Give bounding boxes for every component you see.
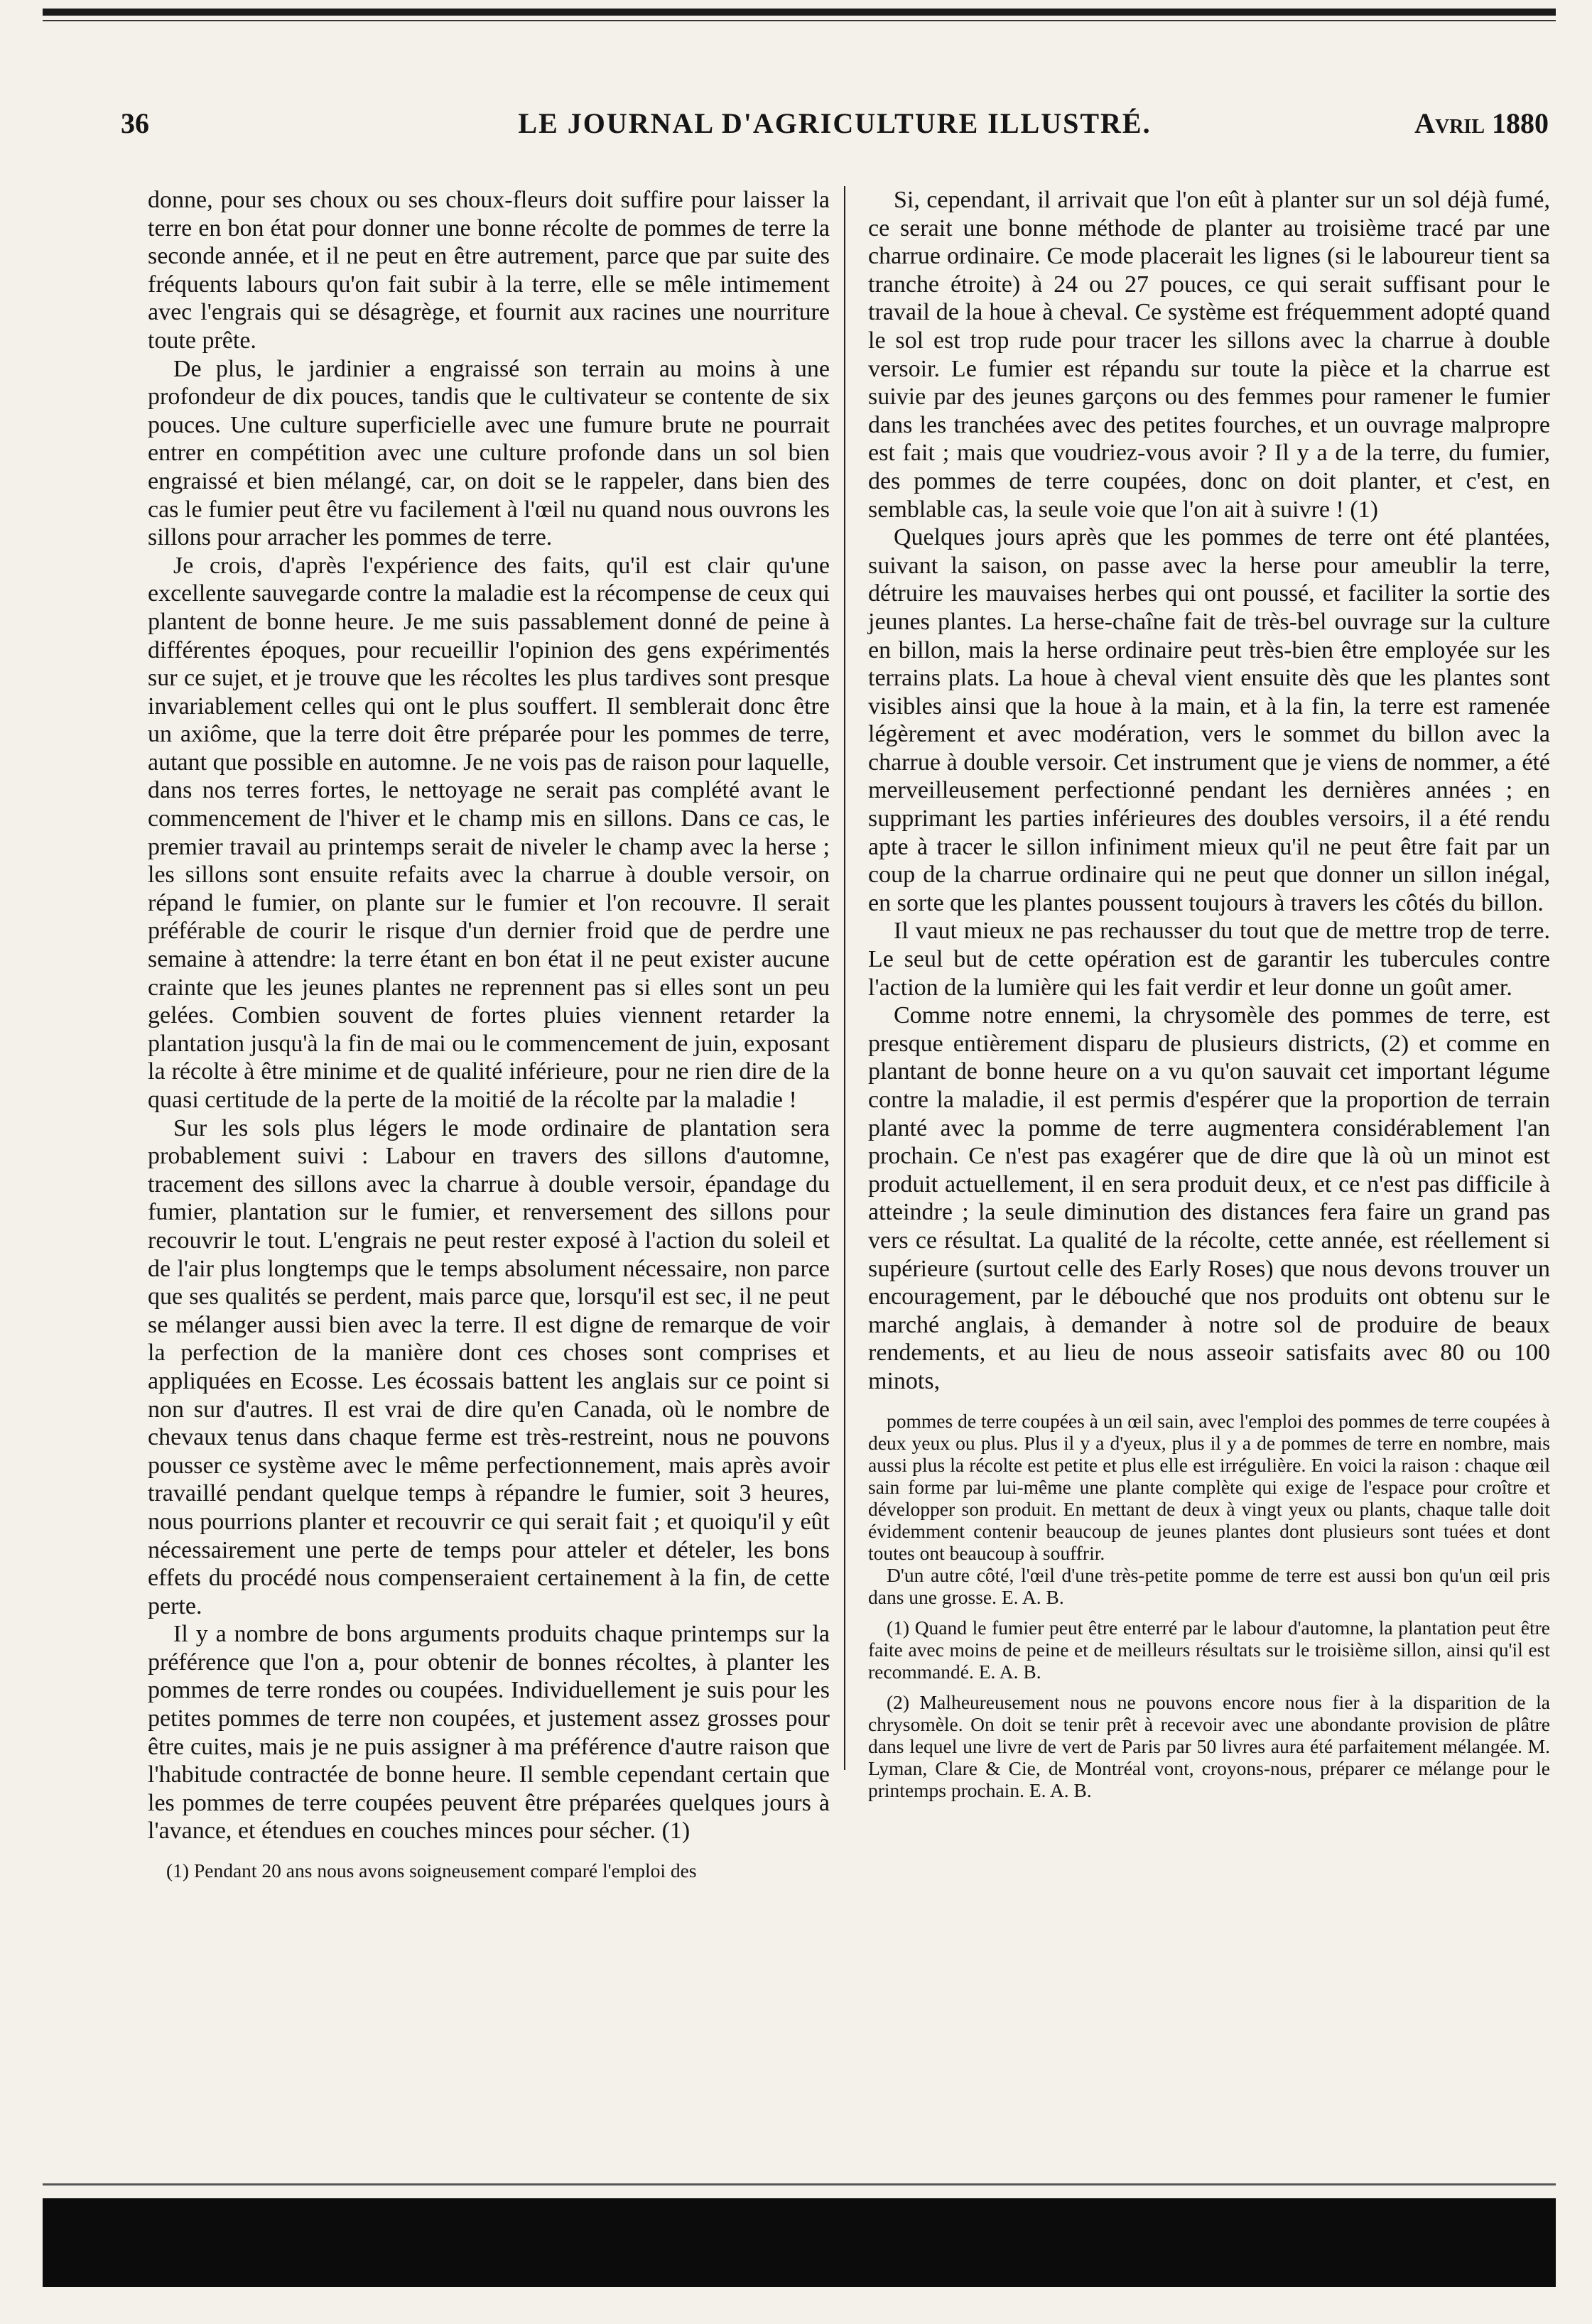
journal-title: LE JOURNAL D'AGRICULTURE ILLUSTRÉ. [518, 107, 1152, 139]
top-rule [43, 9, 1556, 16]
page-header [121, 107, 1549, 156]
paragraph: Sur les sols plus légers le mode ordinaire de plantation sera probablement suivi : Labour en travers des sillons d'automne, tracement des sillons avec la charrue à double versoir, épandage du fumier, plantation sur le fumier, et renversement des sillons pour recouvrir le tout. L'engrais ne peut rester exposé à l'action du soleil et de l'air plus longtemps que le temps absolument nécessaire, non parce que ses qualités se perdent, mais parce que, lorsqu'il est sec, il ne peut se mélanger aussi bien avec la terre. Il est digne de remarque de voir la perfection de la manière dont ces choses sont comprises et appliquées en Ecosse. Les écossais battent les anglais sur ce point si non sur d'autres. Il est vrai de dire qu'en Canada, où le nombre de chevaux tenus dans chaque ferme est très-restreint, nous ne pouvons pousser ce système avec le même perfectionnement, mais après avoir travaillé pendant quelque temps à répandre le fumier, soit 3 heures, nous pourrions planter et recouvrir ce qui serait fait ; et quoiqu'il y eût nécessairement une perte de temps pour atteler et dételer, les bons effets du procédé nous compenseraient certainement à la fin, de cette perte. [148, 1114, 830, 1619]
issue-date: Avril 1880 [1414, 107, 1549, 139]
page-bottom-band [43, 2198, 1556, 2287]
paragraph: donne, pour ses choux ou ses choux-fleurs doit suffire pour laisser la terre en bon état pour donner une bonne récolte de pommes de terre la seconde année, et il ne peut en être autrement, parce que par suite des fréquents labours qu'on fait subir à la terre, elle se mêle intimement avec l'engrais qui se désagrège, et fournit aux racines une nourriture toute prête. [148, 187, 830, 354]
paragraph: Quelques jours après que les pommes de terre ont été plantées, suivant la saison, on passe avec la herse pour ameublir la terre, détruire les mauvaises herbes qui ont poussé, et faciliter la sortie des jeunes plantes. La herse-chaîne fait de très-bel ouvrage sur la culture en billon, mais la herse ordinaire peut très-bien être employée sur les terrains plats. La houe à cheval vient ensuite dès que les plantes sont visibles ainsi que la houe à la main, et à la fin, la terre est ramenée légèrement et avec modération, vers le sommet du billon avec la charrue à double versoir. Cet instrument que je viens de nommer, a été merveilleusement perfectionné pendant les dernières années ; en supprimant les parties inférieures des doubles versoirs, il a été rendu apte à tracer le sillon infiniment mieux qu'il ne peut être fait par un coup de la charrue ordinaire qui ne peut que donner un sillon inégal, en sorte que les plantes poussent toujours à travers les côtés du billon. [868, 524, 1550, 916]
paragraph: Je crois, d'après l'expérience des faits, qu'il est clair qu'une excellente sauvegarde contre la maladie est la récompense de ceux qui plantent de bonne heure. Je me suis passablement donné de peine à différentes époques, pour recueillir l'opinion des gens expérimentés sur ce sujet, et je trouve que les récoltes les plus tardives sont presque invariablement celles qui ont le plus souffert. Il semblerait donc être un axiôme, que la terre doit être préparée pour les pommes de terre, autant que possible en automne. Je ne vois pas de raison pour laquelle, dans nos terres fortes, le nettoyage ne serait pas complété avant le commencement de l'hiver et le champ mis en sillons. Dans ce cas, le premier travail au printemps serait de niveler le champ avec la herse ; les sillons sont ensuite refaits avec la charrue à double versoir, on répand le fumier, on plante sur le fumier et l'on recouvre. Il serait préférable de courir le risque d'un dernier froid que de perdre une semaine à attendre: la terre étant en bon état il ne peut exister aucune crainte que les jeunes plantes ne reprennent pas si elles sont un peu gelées. Combien souvent de fortes pluies viennent retarder la plantation jusqu'à la fin de mai ou le commencement de juin, exposant la récolte à être minime et de qualité inférieure, pour ne rien dire de la quasi certitude de la perte de la moitié de la récolte par la maladie ! [148, 552, 830, 1113]
footnote: (2) Malheureusement nous ne pouvons encore nous fier à la disparition de la chrysomèle. On doit se tenir prêt à recevoir avec une abondante provision de plâtre dans lequel une livre de vert de Paris par 50 livres aura été parfaitement mélangée. M. Lyman, Clare & Cie, de Montréal vont, croyons-nous, préparer ce mélange pour le printemps prochain. E. A. B. [868, 1690, 1550, 1801]
paragraph: Il vaut mieux ne pas rechausser du tout que de mettre trop de terre. Le seul but de cette opération est de garantir les tubercules contre l'action de la lumière qui les fait verdir et leur donne un goût amer. [868, 918, 1550, 1001]
column-divider [844, 186, 845, 1770]
paragraph: De plus, le jardinier a engraissé son terrain au moins à une profondeur de dix pouces, tandis que le cultivateur se contente de six pouces. Une culture superficielle avec une fumure brute ne pourrait entrer en compétition avec une culture profonde dans un sol bien engraissé et bien mélangé, car, on doit se le rappeler, dans bien des cas le fumier peut être vu facilement à l'œil nu quand nous ouvrons les sillons pour arracher les pommes de terre. [148, 355, 830, 551]
footnote: (1) Quand le fumier peut être enterré par le labour d'automne, la plantation peut être faite avec moins de peine et de meilleurs résultats sur le troisième sillon, ainsi qu'il est recommandé. E. A. B. [868, 1616, 1550, 1683]
footnote-continuation: D'un autre côté, l'œil d'une très-petite pomme de terre est aussi bon qu'un œil pris dans une grosse. E. A. B. [868, 1563, 1550, 1608]
paragraph: Si, cependant, il arrivait que l'on eût à planter sur un sol déjà fumé, ce serait une bonne méthode de planter au troisième tracé par une charrue ordinaire. Ce mode placerait les lignes (si le laboureur tient sa tranche étroite) à 24 ou 27 pouces, ce qui serait suffisant pour le travail de la houe à cheval. Ce système est fréquemment adopté quand le sol est trop rude pour tracer les sillons avec la charrue à double versoir. Le fumier est répandu sur toute la pièce et la charrue est suivie par des jeunes garçons ou des femmes pour ramener le fumier dans les tranchées avec des petites fourches, et un ouvrage malpropre est fait ; mais que voudriez-vous avoir ? Il y a de la terre, du fumier, des pommes de terre coupées, donc on doit planter, et c'est, en semblable cas, la seule voie que l'on ait à suivre ! (1) [868, 187, 1550, 523]
bottom-rule [43, 2183, 1556, 2185]
paragraph: Il y a nombre de bons arguments produits chaque printemps sur la préférence que l'on a, pour obtenir de bonnes récoltes, à planter les pommes de terre rondes ou coupées. Individuellement je suis pour les petites pommes de terre non coupées, et justement assez grosses pour être cuites, mais je ne puis assigner à ma préférence d'autre raison que l'habitude contractée de bonne heure. Il semble cependant certain que les pommes de terre coupées peuvent être préparées quelques jours à l'avance, et étendues en couches minces pour sécher. (1) [148, 1621, 830, 1845]
footnote: (1) Pendant 20 ans nous avons soigneusement comparé l'emploi des [166, 1859, 697, 1882]
paragraph: Comme notre ennemi, la chrysomèle des pommes de terre, est presque entièrement disparu de plusieurs districts, (2) et comme en plantant de bonne heure on a vu qu'on sauvait cet important légume contre la maladie, il est permis d'espérer que la proportion de terrain planté avec la pomme de terre augmentera considérablement l'an prochain. Ce n'est pas exagérer que de dire que là où un minot est produit actuellement, il en sera produit deux, et ce n'est pas difficile à atteindre ; la seule diminution des distances fera faire un grand pas vers ce résultat. La qualité de la récolte, cette année, est réellement si supérieure (surtout celle des Early Roses) que nous devons trouver un encouragement, par le débouché que nos produits ont obtenu sur le marché anglais, à demander à notre sol de produire de beaux rendements, et au lieu de nous asseoir satisfaits avec 80 ou 100 minots, [868, 1002, 1550, 1394]
left-column [148, 186, 830, 1882]
top-rule-thin [43, 20, 1556, 21]
right-column [868, 186, 1550, 1801]
page-number: 36 [121, 107, 149, 139]
footnote-continuation: pommes de terre coupées à un œil sain, avec l'emploi des pommes de terre coupées à deux yeux ou plus. Plus il y a d'yeux, plus il y a de pommes de terre en nombre, mais aussi plus la récolte est petite et plus elle est irrégulière. En voici la raison : chaque œil sain forme par lui-même une plante complète qui exige de l'espace pour croître et développer son produit. En mettant de deux à vingt yeux ou plants, chaque talle doit évidemment contenir beaucoup de jeunes plantes dont plusieurs sont tuées et dont toutes ont beaucoup à souffrir. [868, 1409, 1550, 1564]
